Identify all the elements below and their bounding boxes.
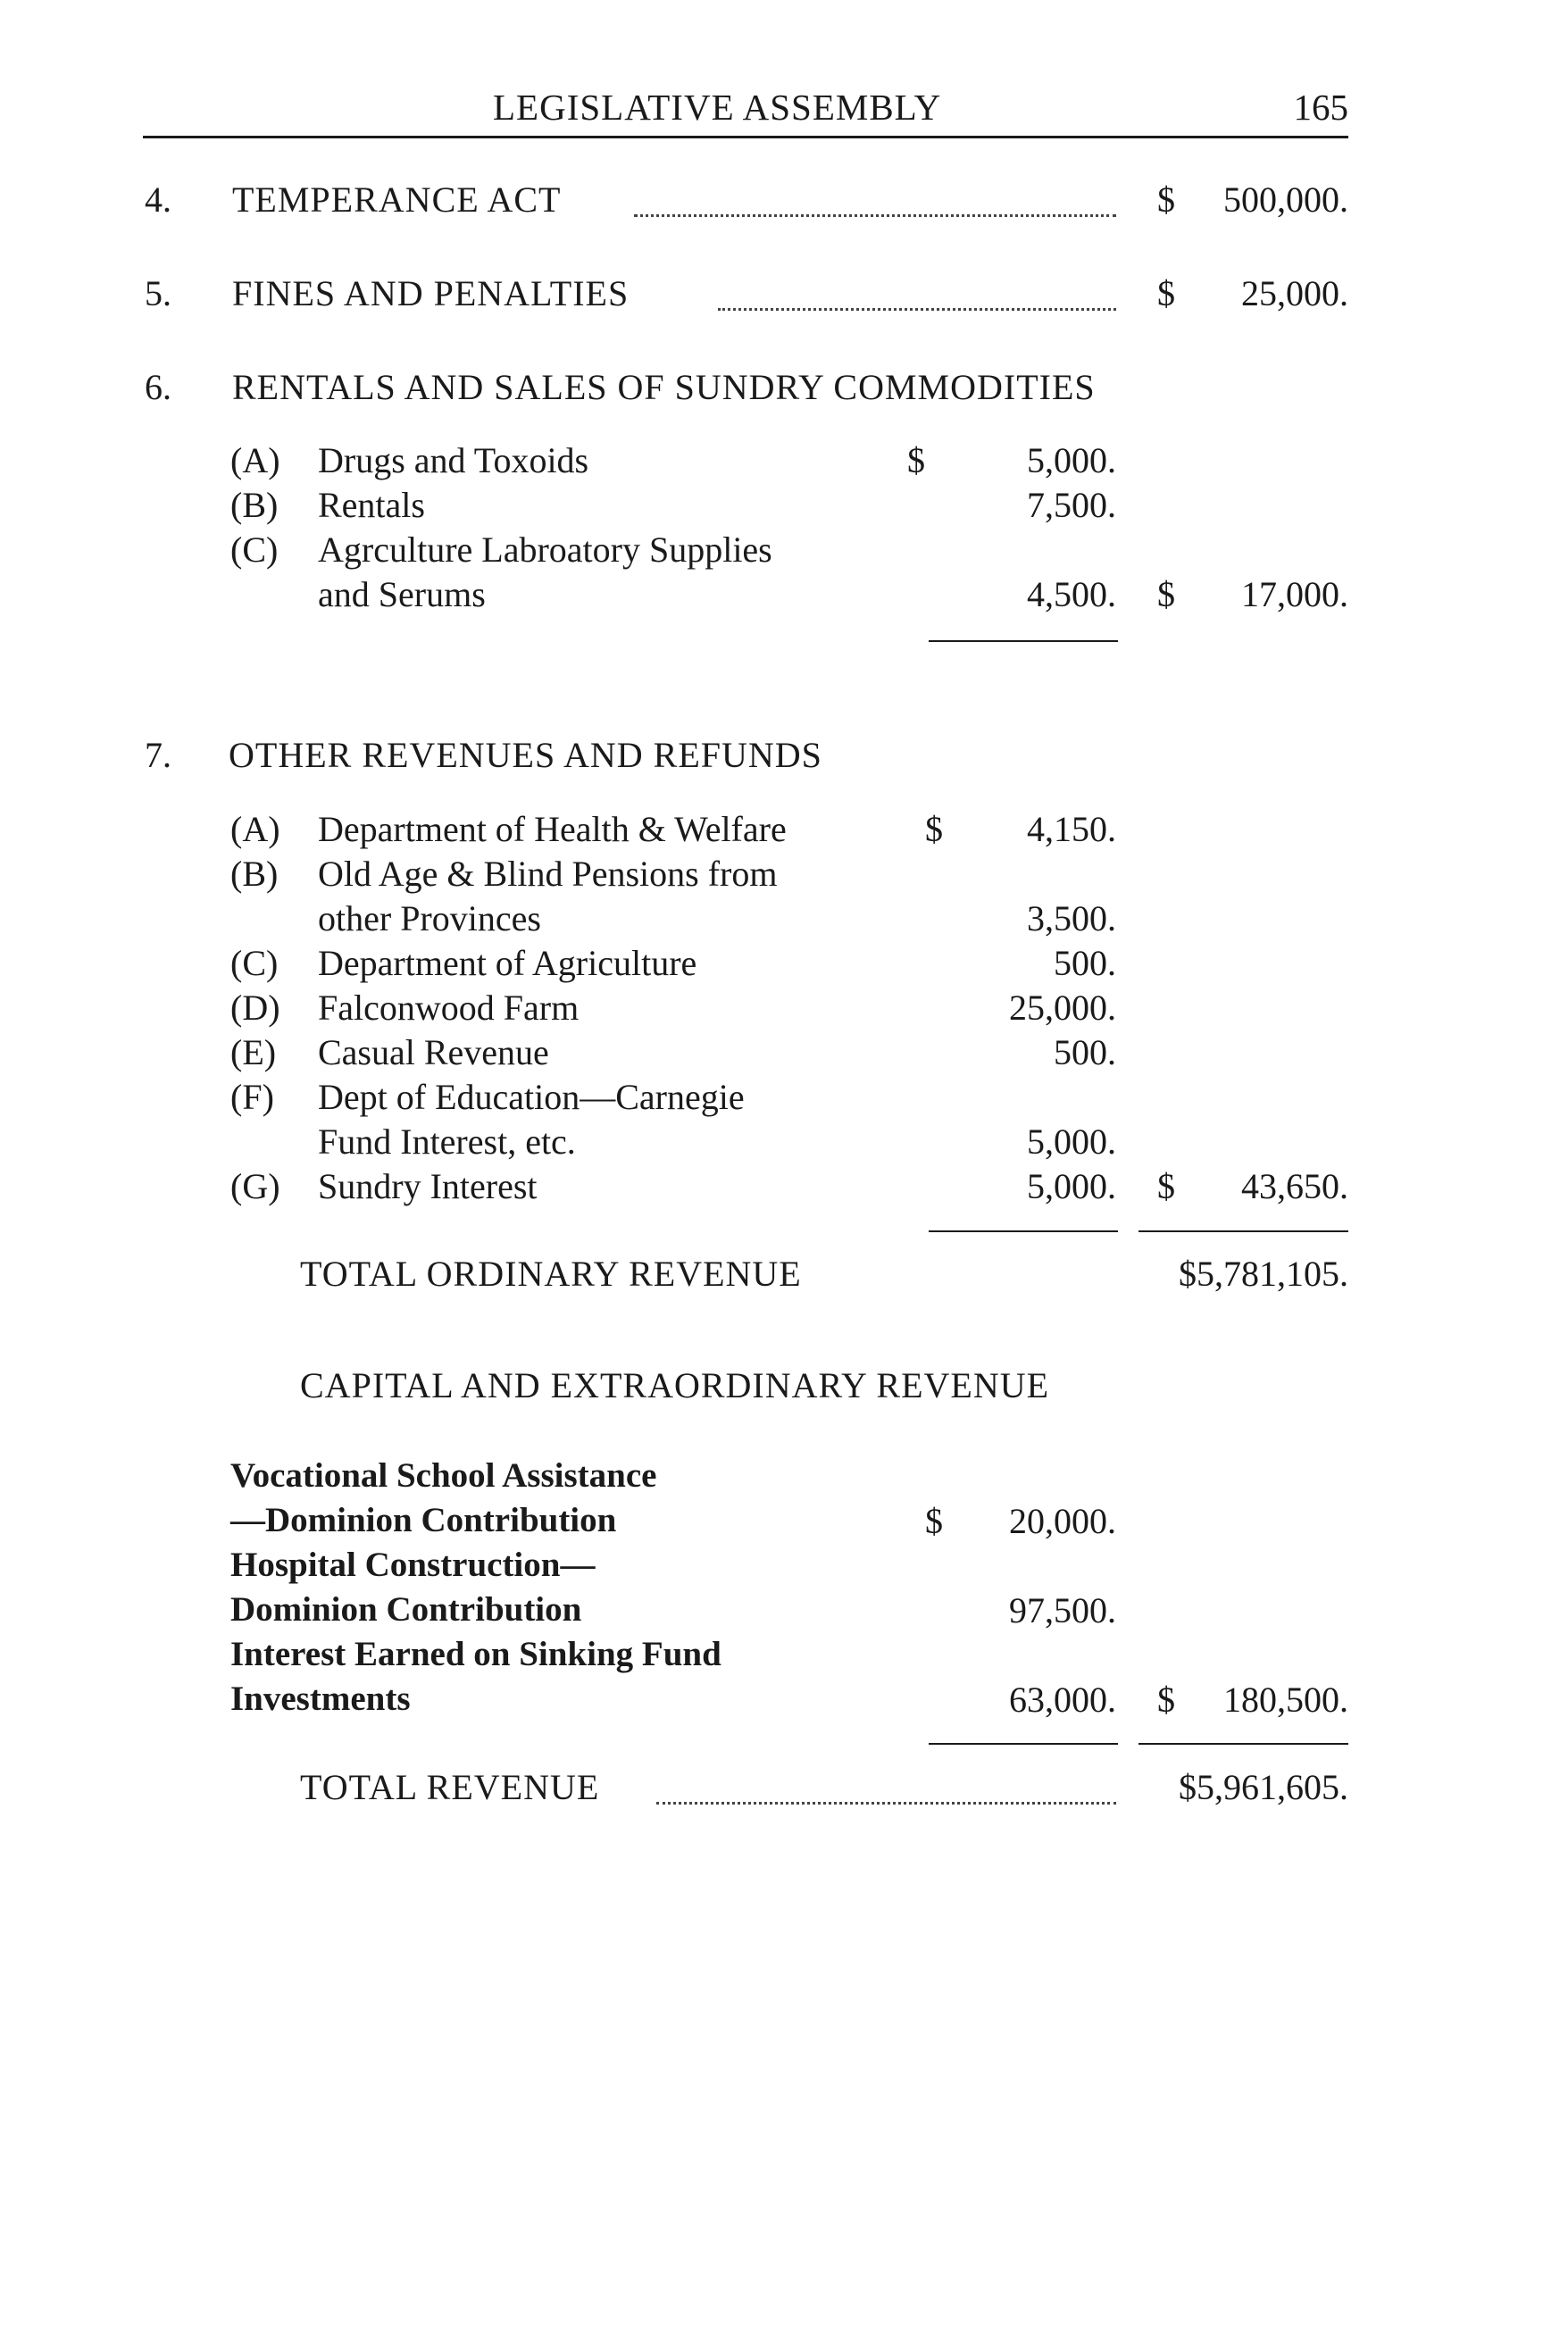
page-number: 165 (1293, 87, 1348, 128)
sec7-entry-g-text: Sundry Interest (318, 1166, 538, 1206)
sec7-entry-f-letter: (F) (230, 1077, 274, 1117)
capital-entry-2-amount: 97,500. (1009, 1590, 1116, 1630)
page-header-title: LEGISLATIVE ASSEMBLY (493, 87, 942, 128)
capital-total-rule (1138, 1743, 1348, 1745)
sec7-entry-c-letter: (C) (230, 943, 279, 983)
capital-entry-1-line2: —Dominion Contribution (230, 1501, 617, 1539)
sec7-entry-b-text-line1: Old Age & Blind Pensions from (318, 854, 778, 894)
capital-entry-2-line1: Hospital Construction— (230, 1546, 596, 1584)
capital-total-dollar-sign: $ (1157, 1680, 1175, 1720)
sec7-total-rule (1138, 1230, 1348, 1232)
header-rule (143, 136, 1348, 138)
item-5-number: 5. (145, 273, 171, 313)
sec7-entry-a-amount: 4,150. (1027, 809, 1116, 849)
capital-entry-3-line2: Investments (230, 1680, 411, 1718)
sec7-amount-rule (929, 1230, 1118, 1232)
sec6-entry-c-amount: 4,500. (1027, 574, 1116, 614)
sec7-dollar-sign: $ (925, 809, 943, 849)
sec7-entry-c-text: Department of Agriculture (318, 943, 697, 983)
sec6-entry-b-letter: (B) (230, 485, 279, 525)
sec7-entry-b-amount: 3,500. (1027, 898, 1116, 938)
sec6-subtotal-rule (929, 640, 1118, 642)
sec6-entry-b-text: Rentals (318, 485, 425, 525)
item-5-dollar-sign: $ (1157, 273, 1175, 313)
item-4-number: 4. (145, 179, 171, 220)
sec6-entry-c-letter: (C) (230, 529, 279, 570)
sec6-dollar-sign: $ (907, 440, 925, 480)
item-5-total: 25,000. (1241, 273, 1348, 313)
item-4-label: TEMPERANCE ACT (232, 179, 562, 220)
sec7-entry-d-letter: (D) (230, 988, 280, 1028)
total-ordinary-revenue-label: TOTAL ORDINARY REVENUE (300, 1254, 802, 1294)
capital-section-title: CAPITAL AND EXTRAORDINARY REVENUE (300, 1365, 1050, 1405)
item-4-total: 500,000. (1223, 179, 1348, 220)
capital-dollar-sign: $ (925, 1501, 943, 1541)
section-6-title: RENTALS AND SALES OF SUNDRY COMMODITIES (232, 367, 1096, 407)
sec6-entry-c-text-line1: Agrculture Labroatory Supplies (318, 529, 772, 570)
sec6-total: 17,000. (1241, 574, 1348, 614)
sec7-entry-b-text-line2: other Provinces (318, 898, 541, 938)
capital-entry-2-line2: Dominion Contribution (230, 1590, 582, 1629)
total-revenue-leader-dots (656, 1802, 1116, 1805)
capital-entry-1-amount: 20,000. (1009, 1501, 1116, 1541)
sec6-total-dollar-sign: $ (1157, 574, 1175, 614)
sec7-entry-f-text-line1: Dept of Education—Carnegie (318, 1077, 745, 1117)
sec7-entry-e-text: Casual Revenue (318, 1032, 549, 1072)
sec7-entry-f-text-line2: Fund Interest, etc. (318, 1121, 576, 1162)
sec7-entry-b-letter: (B) (230, 854, 279, 894)
sec7-entry-e-amount: 500. (1054, 1032, 1116, 1072)
item-5-label: FINES AND PENALTIES (232, 273, 630, 313)
sec7-entry-e-letter: (E) (230, 1032, 277, 1072)
sec7-total-dollar-sign: $ (1157, 1166, 1175, 1206)
capital-entry-1-line1: Vocational School Assistance (230, 1456, 657, 1495)
sec7-entry-d-amount: 25,000. (1009, 988, 1116, 1028)
item-4-leader-dots (634, 214, 1116, 217)
sec7-entry-a-letter: (A) (230, 809, 280, 849)
sec7-entry-c-amount: 500. (1054, 943, 1116, 983)
item-4-dollar-sign: $ (1157, 179, 1175, 220)
sec7-entry-g-letter: (G) (230, 1166, 280, 1206)
sec6-entry-b-amount: 7,500. (1027, 485, 1116, 525)
sec6-entry-c-text-line2: and Serums (318, 574, 486, 614)
item-5-leader-dots (718, 308, 1116, 311)
sec6-entry-a-amount: 5,000. (1027, 440, 1116, 480)
sec7-entry-g-amount: 5,000. (1027, 1166, 1116, 1206)
total-revenue-value: $5,961,605. (1179, 1767, 1348, 1807)
section-7-title: OTHER REVENUES AND REFUNDS (229, 735, 822, 775)
sec7-entry-d-text: Falconwood Farm (318, 988, 580, 1028)
sec7-total: 43,650. (1241, 1166, 1348, 1206)
total-ordinary-revenue-value: $5,781,105. (1179, 1254, 1348, 1294)
section-7-number: 7. (145, 735, 171, 775)
sec6-entry-a-letter: (A) (230, 440, 280, 480)
section-6-number: 6. (145, 367, 171, 407)
sec6-entry-a-text: Drugs and Toxoids (318, 440, 589, 480)
capital-entry-3-line1: Interest Earned on Sinking Fund (230, 1635, 721, 1673)
capital-total: 180,500. (1223, 1680, 1348, 1720)
total-revenue-label: TOTAL REVENUE (300, 1767, 600, 1807)
sec7-entry-f-amount: 5,000. (1027, 1121, 1116, 1162)
capital-entry-3-amount: 63,000. (1009, 1680, 1116, 1720)
capital-amount-rule (929, 1743, 1118, 1745)
sec7-entry-a-text: Department of Health & Welfare (318, 809, 787, 849)
